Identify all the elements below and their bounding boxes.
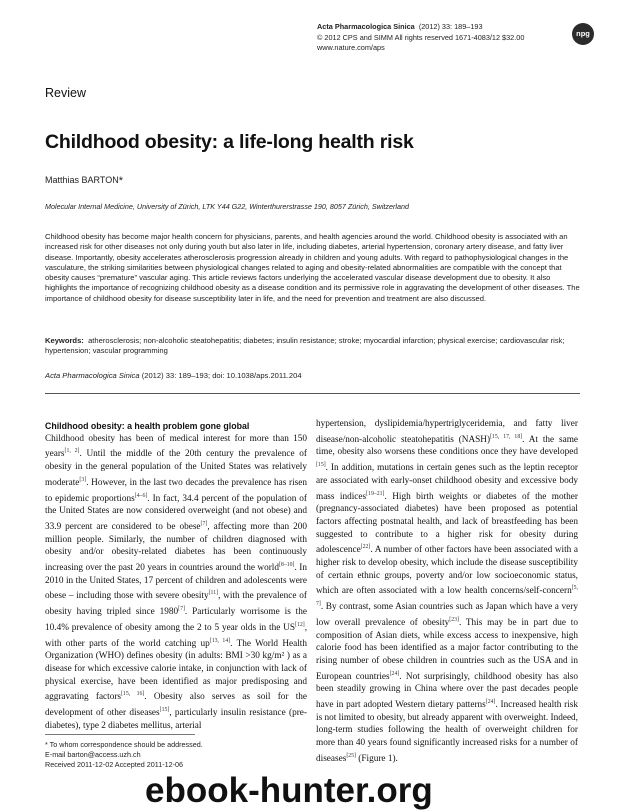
received-accepted: Received 2011-12-02 Accepted 2011-12-06 [45, 760, 183, 770]
reference-marker[interactable]: [15, 17, 18] [490, 433, 523, 440]
reference-marker[interactable]: [1, 2] [64, 448, 80, 455]
journal-issue: (2012) 33: 189–193 [418, 22, 483, 31]
reference-marker[interactable]: [24] [389, 670, 400, 677]
keywords [45, 336, 580, 357]
text-run: . In 2010 in the United States, 17 percent of children and adolescents were obese – including those with severe obesity [45, 563, 307, 602]
reference-marker[interactable]: [23] [449, 616, 459, 623]
text-run: . High birth weights or diabetes of the mother (pregnancy-associated diabetes) have been proposed as potential factors affecting postnatal health, and lack of breastfeeding has been suggested to contribute to a higher risk for obesity during adolescence [316, 491, 578, 556]
reference-marker[interactable]: [12] [295, 621, 305, 628]
keywords-label: Keywords: [45, 336, 84, 345]
text-run: . At the same time, obesity also worsens these conditions once they have developed [316, 434, 578, 458]
copyright-line: © 2012 CPS and SIMM All rights reserved 1671-4083/12 $32.00 [317, 32, 525, 42]
author [45, 175, 123, 187]
footnote [45, 740, 203, 771]
section-label: Review [45, 86, 86, 100]
reference-marker[interactable]: [3] [79, 476, 87, 483]
section-heading: Childhood obesity: a health problem gone global [45, 421, 250, 431]
column-text [316, 419, 578, 764]
abstract: Childhood obesity has become major health concern for physicians, parents, and health agencies around the world. Childhood obesity is associated with an increased risk for other diseases not only during youth but also later in life, including diabetes, arterial hypertension, coronary artery disease, and fatty liver disease. Importantly, obesity accelerates atherosclerosis progression already in children and young adults. With regard to pathophysiological changes in the vasculature, the striking similarities between physiological changes related to aging and obesity-related abnormalities are compatible with the concept that obesity causes “premature” vascular aging. This article reviews factors underlying the accelerated vascular disease development due to obesity. It also highlights the importance of recognizing childhood obesity as a disease condition and its permissive role in aggravating the development of other diseases. The importance of childhood obesity for disease susceptibility later in life, and the need for prevention and treatment are also discussed. [45, 232, 580, 303]
article-title: Childhood obesity: a life-long health risk [45, 131, 414, 153]
citation-line [45, 371, 302, 380]
email[interactable]: E-mail barton@access.uzh.ch [45, 750, 141, 760]
affiliation: Molecular Internal Medicine, University of Zürich, LTK Y44 G22, Winterthurerstrasse 190, 8057 Zürich, Switzerland [45, 202, 409, 211]
watermark: ebook-hunter.org [145, 771, 433, 810]
reference-marker[interactable]: [8–10] [279, 562, 295, 569]
text-run: . Increased health risk is not limited to obesity, but already apparent with overweight. Indeed, long-term studies following the health of overweight children for more than 40 years found significantly increased risks for a number of diseases [316, 700, 578, 764]
npg-logo: npg [572, 23, 594, 45]
footnote-divider [45, 734, 195, 735]
reference-marker[interactable]: [25] [346, 752, 356, 759]
citation-details: (2012) 33: 189–193; doi: 10.1038/aps.2011.204 [141, 371, 302, 380]
reference-marker[interactable]: [5, 7] [316, 585, 578, 608]
reference-marker[interactable]: [15, 16] [121, 691, 145, 698]
text-run: . Particularly worrisome is the 10.4% prevalence of obesity among the 2 to 5 year olds in the US [45, 607, 307, 633]
reference-marker[interactable]: [22] [360, 544, 371, 551]
text-run: . The World Health Organization (WHO) defines obesity (in adults: BMI >30 kg/m² ) as a disease for which excessive calorie intake, in conjunction with lack of physical exercise, have been identified as major predisposing and aggravating factors [45, 638, 307, 703]
text-run: hypertension, dyslipidemia/hypertriglyceridemia, and fatty liver disease/non-alcoholic steatohepatitis (NASH) [316, 419, 578, 445]
reference-marker[interactable]: [4–6] [134, 492, 148, 499]
reference-marker[interactable]: [15] [159, 707, 170, 714]
reference-marker[interactable]: [11] [208, 590, 219, 597]
text-run: , particularly insulin resistance (pre-diabetes), type 2 diabetes mellitus, arterial [45, 708, 307, 731]
journal-header [317, 22, 524, 54]
reference-marker[interactable]: [19–21] [366, 490, 385, 497]
body-column-left [45, 420, 307, 732]
reference-marker[interactable]: [13, 14] [209, 637, 231, 644]
text-run: . Not surprisingly, childhood obesity has also been steadily growing in China where over the past decades people have in part adopted Western dietary patterns [316, 671, 578, 711]
text-run: , with other parts of the world catching up [45, 622, 307, 649]
text-run: . In fact, 34.4 percent of the population of the United States are now considered overweight (and not obese) and 33.9 percent are considered to be obese [45, 493, 308, 532]
text-run: Childhood obesity has been of medical interest for more than 150 years [45, 433, 307, 460]
reference-marker[interactable]: [15] [316, 462, 326, 469]
text-run: , affecting more than 200 million people. Similarly, the number of children diagnosed with obesity and/or obesity-related diabetes has been continuously increasing over the past 20 years in countries around the world [45, 521, 307, 574]
journal-url[interactable]: www.nature.com/aps [317, 43, 385, 52]
text-run: . In addition, mutations in certain genes such as the leptin receptor are associated with early-onset childhood obesity and excessive body mass indices [316, 463, 578, 502]
journal-name: Acta Pharmacologica Sinica [317, 22, 415, 31]
text-run: . A number of other factors have been associated with a higher risk to develop obesity, which include the disease susceptibility of certain ethnic groups, poverty and/or low socioeconomic status, which are often associated with a low health concerns/self-concern [316, 545, 578, 597]
corresponding-mark: * [118, 175, 123, 187]
text-run: , with the prevalence of obesity having tripled since 1980 [45, 591, 307, 618]
column-text [45, 434, 307, 731]
text-run: . Obesity also serves as soil for the development of other diseases [45, 692, 307, 719]
text-run: (Figure 1). [355, 753, 398, 764]
text-run: . By contrast, some Asian countries such as Japan which have a very low overall prevalence of obesity [316, 602, 578, 628]
text-run: . However, in the last two decades the prevalence has risen to epidemic proportions [45, 477, 307, 504]
text-run: . This may be in part due to composition of Asian diets, while excess access to inexpensive, high calorie food has been identified as a major factor contributing to the rising number of obese children in countries such as the USA and in European countries [316, 617, 578, 682]
divider [45, 393, 580, 394]
author-name: Matthias BARTON [45, 175, 119, 185]
body-column-right [316, 418, 578, 766]
reference-marker[interactable]: [24] [485, 699, 496, 706]
reference-marker[interactable]: [7] [178, 606, 185, 613]
text-run: . Until the middle of the 20th century the prevalence of obesity in the general population of the United States was relatively moderate [45, 449, 307, 488]
keywords-text: atherosclerosis; non-alcoholic steatohepatitis; diabetes; insulin resistance; stroke; myocardial infarction; physical exercise; cardiovascular risk; hypertension; vascular programming [45, 336, 565, 356]
correspondence-note: * To whom correspondence should be addressed. [45, 740, 203, 749]
reference-marker[interactable]: [7] [200, 520, 208, 527]
citation-journal: Acta Pharmacologica Sinica [45, 371, 140, 380]
